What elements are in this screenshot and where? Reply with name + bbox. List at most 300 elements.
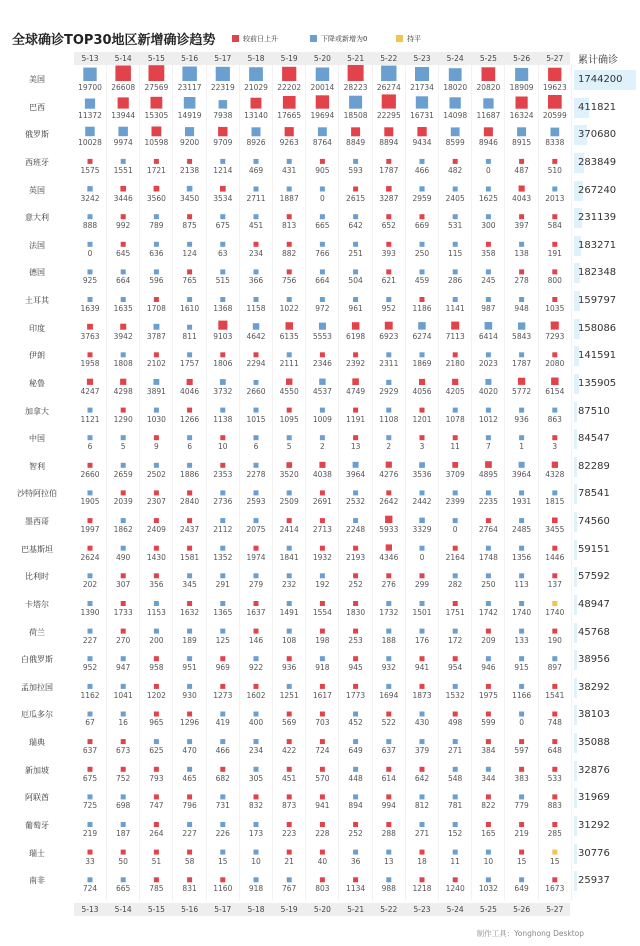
value-label: 400 [248, 718, 264, 728]
value-mark [154, 463, 159, 468]
value-mark [386, 573, 391, 578]
value-mark [353, 490, 358, 495]
value-label: 36 [350, 856, 361, 866]
value-mark [88, 822, 93, 827]
value-mark [552, 767, 557, 772]
value-label: 1733 [113, 607, 133, 617]
value-mark [420, 656, 425, 661]
value-mark [88, 518, 93, 523]
value-label: 0 [486, 165, 491, 175]
value-label: 832 [248, 801, 264, 811]
date-header-5-21: 5-21 [347, 54, 365, 63]
value-label: 2405 [445, 193, 465, 203]
value-mark [319, 379, 325, 385]
value-mark [254, 435, 259, 440]
value-mark [154, 186, 160, 192]
value-mark [121, 656, 126, 661]
value-label: 4298 [113, 386, 133, 396]
value-mark [220, 518, 225, 523]
value-mark [353, 794, 358, 799]
value-label: 3446 [113, 193, 133, 203]
value-label: 1886 [180, 469, 200, 479]
value-label: 1575 [80, 165, 100, 175]
value-mark [453, 877, 458, 882]
value-mark [285, 127, 294, 136]
value-label: 379 [414, 746, 430, 756]
value-label: 300 [481, 221, 496, 231]
value-mark [154, 739, 159, 744]
value-mark [486, 269, 491, 274]
value-label: 2840 [180, 497, 200, 507]
value-label: 2624 [80, 552, 100, 562]
value-label: 234 [248, 248, 264, 258]
value-mark [552, 490, 557, 495]
value-label: 731 [215, 801, 230, 811]
value-mark [551, 378, 559, 386]
value-label: 10028 [78, 138, 102, 148]
value-mark [519, 214, 524, 219]
value-mark [220, 822, 225, 827]
value-label: 8849 [346, 138, 366, 148]
value-label: 2442 [412, 497, 432, 507]
value-label: 20599 [542, 110, 567, 120]
value-label: 637 [381, 746, 396, 756]
value-mark [519, 877, 524, 882]
value-label: 1757 [180, 359, 200, 369]
value-mark [552, 712, 557, 717]
country-label: 瑞典 [29, 738, 45, 748]
value-mark [451, 322, 459, 330]
value-mark [187, 463, 192, 468]
value-label: 9263 [279, 138, 299, 148]
date-header-5-16: 5-16 [181, 54, 199, 63]
value-mark [251, 98, 262, 109]
value-label: 18020 [443, 83, 468, 92]
value-label: 1153 [146, 607, 166, 617]
value-label: 3242 [80, 193, 100, 203]
value-mark [149, 65, 165, 81]
value-mark [220, 546, 225, 551]
value-mark [121, 601, 126, 606]
value-label: 0 [419, 552, 425, 562]
value-mark [453, 352, 458, 357]
value-mark [353, 684, 358, 689]
value-label: 918 [248, 884, 264, 894]
value-label: 15 [218, 856, 228, 866]
country-label: 瑞士 [29, 848, 45, 858]
value-mark [187, 490, 192, 495]
value-mark [153, 379, 159, 385]
value-label: 26608 [111, 83, 136, 92]
value-label: 2485 [512, 525, 532, 535]
value-mark [287, 242, 292, 247]
chart-title: 全球确诊TOP30地区新增确诊趋势 [12, 33, 216, 48]
value-label: 593 [348, 165, 363, 175]
value-mark [216, 67, 230, 81]
value-label: 1551 [113, 165, 133, 175]
value-label: 1873 [412, 690, 432, 700]
value-label: 191 [547, 248, 562, 258]
value-label: 20014 [310, 83, 335, 92]
value-mark [386, 269, 391, 274]
value-label: 14919 [177, 110, 202, 120]
value-label: 14098 [443, 110, 468, 120]
value-label: 3 [419, 442, 425, 452]
value-mark [552, 187, 557, 192]
value-mark [187, 684, 192, 689]
value-mark [452, 462, 458, 468]
value-mark [320, 187, 325, 192]
value-mark [486, 214, 491, 219]
value-mark [552, 462, 558, 468]
value-label: 270 [116, 635, 131, 645]
value-mark [385, 322, 393, 330]
value-mark [184, 97, 196, 109]
value-label: 487 [514, 165, 529, 175]
value-label: 752 [116, 773, 131, 783]
value-mark [386, 408, 391, 413]
value-mark [154, 352, 159, 357]
value-mark [519, 186, 525, 192]
date-header-5-23: 5-23 [413, 54, 431, 63]
value-mark [254, 739, 259, 744]
date-footer-5-19: 5-19 [280, 905, 298, 914]
value-label: 188 [381, 635, 396, 645]
value-label: 219 [514, 829, 529, 838]
value-mark [519, 684, 524, 689]
value-label: 366 [248, 276, 264, 286]
value-label: 3964 [346, 469, 366, 479]
value-label: 4056 [412, 386, 432, 396]
value-mark [386, 352, 391, 357]
value-label: 356 [149, 580, 164, 590]
value-mark [287, 712, 292, 717]
value-mark [552, 573, 557, 578]
value-label: 649 [514, 884, 529, 894]
value-label: 1158 [246, 304, 266, 314]
value-label: 2 [386, 442, 392, 452]
value-label: 1673 [545, 884, 565, 894]
value-label: 1095 [279, 414, 299, 424]
value-label: 570 [315, 773, 330, 783]
value-mark [287, 601, 292, 606]
value-label: 1121 [80, 414, 100, 424]
value-mark [320, 214, 325, 219]
value-label: 781 [448, 801, 463, 811]
value-mark [187, 573, 192, 578]
value-mark [220, 629, 225, 634]
value-mark [220, 573, 225, 578]
value-label: 10598 [144, 138, 169, 148]
value-label: 6923 [379, 331, 399, 341]
value-label: 918 [315, 663, 330, 673]
value-label: 2164 [445, 552, 465, 562]
value-mark [254, 408, 259, 413]
value-label: 108 [282, 635, 297, 645]
value-label: 1887 [279, 193, 299, 203]
total-value: 183271 [578, 239, 617, 251]
value-mark [353, 214, 358, 219]
value-mark [486, 573, 491, 578]
date-header-5-18: 5-18 [247, 54, 265, 63]
date-header-5-19: 5-19 [280, 54, 298, 63]
value-label: 1554 [312, 607, 332, 617]
value-label: 636 [149, 248, 164, 258]
value-label: 384 [481, 746, 496, 756]
value-mark [320, 822, 325, 827]
value-mark [417, 127, 426, 136]
value-label: 936 [282, 663, 297, 673]
value-label: 1296 [180, 718, 200, 728]
value-label: 4537 [312, 386, 332, 396]
date-header-5-14: 5-14 [114, 54, 132, 63]
value-mark [519, 408, 524, 413]
value-mark [552, 297, 557, 302]
value-mark [287, 352, 292, 357]
value-mark [121, 684, 126, 689]
value-mark [320, 877, 325, 882]
value-mark [453, 187, 458, 192]
value-label: 2711 [246, 193, 266, 203]
value-label: 765 [182, 276, 197, 286]
value-mark [349, 96, 362, 109]
value-mark [121, 767, 126, 772]
value-mark [519, 242, 524, 247]
value-mark [254, 159, 259, 164]
value-label: 4038 [312, 469, 332, 479]
value-mark [121, 490, 126, 495]
value-mark [254, 850, 259, 855]
value-label: 724 [82, 884, 98, 894]
value-label: 307 [116, 580, 131, 590]
value-mark [187, 352, 192, 357]
country-label: 荷兰 [29, 627, 45, 637]
value-mark [154, 159, 159, 164]
value-mark [420, 794, 425, 799]
value-mark [220, 435, 225, 440]
value-mark [515, 68, 528, 81]
value-label: 20820 [476, 83, 501, 92]
value-mark [486, 877, 491, 882]
value-mark [118, 127, 128, 137]
value-mark [154, 573, 159, 578]
value-mark [218, 127, 227, 136]
value-mark [287, 822, 292, 827]
value-mark [151, 97, 163, 109]
value-mark [121, 573, 126, 578]
value-label: 756 [282, 276, 297, 286]
value-label: 1541 [545, 690, 565, 700]
value-mark [386, 297, 391, 302]
value-mark [154, 822, 159, 827]
value-label: 498 [448, 718, 463, 728]
value-mark [453, 269, 458, 274]
value-mark [254, 573, 259, 578]
value-mark [254, 463, 259, 468]
value-label: 146 [248, 635, 264, 645]
value-mark [486, 159, 491, 164]
value-mark [88, 490, 93, 495]
value-label: 1740 [512, 607, 532, 617]
value-mark [552, 242, 557, 247]
date-footer-5-14: 5-14 [114, 905, 132, 914]
value-label: 6414 [478, 331, 498, 341]
total-value: 38292 [578, 681, 610, 693]
value-mark [287, 684, 292, 689]
value-label: 1202 [146, 690, 166, 700]
total-value: 32876 [578, 764, 610, 776]
value-label: 789 [149, 221, 164, 231]
value-mark [187, 712, 192, 717]
value-label: 941 [315, 801, 330, 811]
value-label: 965 [149, 718, 164, 728]
value-label: 2102 [146, 359, 166, 369]
total-value: 31969 [578, 792, 610, 804]
value-mark [516, 97, 528, 109]
value-label: 2080 [545, 359, 565, 369]
value-label: 2138 [180, 165, 200, 175]
value-label: 6154 [545, 386, 565, 396]
value-label: 4247 [80, 386, 100, 396]
value-mark [519, 822, 524, 827]
value-mark [154, 546, 159, 551]
value-label: 649 [348, 746, 363, 756]
date-footer-5-23: 5-23 [413, 905, 431, 914]
value-mark [319, 323, 326, 330]
value-mark [287, 573, 292, 578]
value-mark [552, 822, 557, 827]
value-mark [420, 435, 425, 440]
value-mark [382, 94, 396, 108]
value-mark [252, 127, 261, 136]
value-mark [449, 68, 462, 81]
value-mark [220, 186, 226, 192]
value-mark [386, 822, 391, 827]
total-value: 38103 [578, 709, 610, 721]
value-mark [320, 712, 325, 717]
country-label: 加拿大 [25, 406, 49, 416]
value-label: 13944 [111, 110, 136, 120]
value-mark [254, 767, 259, 772]
value-mark [352, 322, 360, 330]
value-label: 930 [182, 690, 197, 700]
value-label: 285 [547, 829, 562, 838]
value-label: 271 [448, 746, 463, 756]
value-label: 2399 [445, 497, 465, 507]
value-mark [453, 656, 458, 661]
value-mark [83, 68, 96, 81]
value-mark [386, 850, 391, 855]
value-mark [121, 822, 126, 827]
value-label: 1602 [246, 690, 266, 700]
value-label: 1974 [246, 552, 266, 562]
value-mark [353, 573, 358, 578]
value-mark [185, 127, 194, 136]
value-label: 8338 [545, 138, 565, 148]
value-label: 40 [317, 856, 328, 866]
value-label: 200 [149, 635, 164, 645]
value-label: 5843 [512, 331, 532, 341]
value-mark [287, 159, 292, 164]
total-value: 1744200 [578, 74, 623, 85]
value-mark [519, 767, 524, 772]
value-label: 614 [381, 773, 396, 783]
value-mark [486, 850, 491, 855]
value-label: 812 [414, 801, 430, 811]
value-mark [320, 546, 325, 551]
value-label: 1009 [312, 414, 332, 424]
value-mark [552, 684, 557, 689]
value-mark [154, 712, 159, 717]
value-label: 1751 [445, 607, 465, 617]
value-label: 2660 [246, 386, 266, 396]
value-label: 232 [282, 580, 297, 590]
total-value: 25937 [578, 875, 610, 887]
value-mark [386, 739, 391, 744]
value-mark [552, 518, 558, 524]
value-label: 138 [514, 248, 529, 258]
value-mark [320, 684, 325, 689]
value-mark [353, 546, 358, 551]
value-label: 3891 [146, 386, 166, 396]
value-label: 6 [253, 442, 259, 452]
value-mark [386, 656, 391, 661]
value-mark [154, 242, 159, 247]
value-label: 2409 [146, 525, 166, 535]
value-label: 282 [448, 580, 463, 590]
country-label: 新加坡 [25, 765, 49, 775]
country-label: 墨西哥 [25, 517, 49, 527]
value-label: 250 [414, 248, 430, 258]
value-mark [220, 877, 225, 882]
value-label: 469 [248, 165, 264, 175]
value-mark [88, 850, 93, 855]
value-mark [154, 767, 159, 772]
value-label: 642 [414, 773, 430, 783]
value-mark [319, 462, 325, 468]
value-label: 228 [315, 829, 330, 838]
value-mark [121, 850, 126, 855]
value-mark [386, 629, 391, 634]
date-footer-5-17: 5-17 [214, 905, 232, 914]
value-mark [486, 242, 491, 247]
value-label: 1368 [213, 304, 233, 314]
country-label: 沙特阿拉伯 [17, 489, 57, 499]
value-label: 2959 [412, 193, 432, 203]
value-label: 625 [149, 746, 164, 756]
value-mark [486, 490, 491, 495]
value-mark [519, 739, 524, 744]
value-label: 4642 [246, 331, 266, 341]
value-label: 1134 [346, 884, 366, 894]
value-label: 5553 [312, 331, 332, 341]
value-mark [121, 739, 126, 744]
value-mark [320, 352, 325, 357]
value-label: 2691 [312, 497, 332, 507]
value-label: 2311 [379, 359, 399, 369]
value-mark [418, 322, 426, 330]
value-label: 422 [282, 746, 297, 756]
value-label: 465 [182, 773, 197, 783]
country-label: 阿联酋 [25, 793, 49, 803]
value-mark [254, 242, 259, 247]
value-mark [320, 297, 325, 302]
value-mark [420, 352, 425, 357]
value-label: 252 [348, 829, 363, 838]
total-value: 158086 [578, 322, 617, 334]
value-label: 176 [414, 635, 430, 645]
value-label: 3536 [412, 469, 432, 479]
